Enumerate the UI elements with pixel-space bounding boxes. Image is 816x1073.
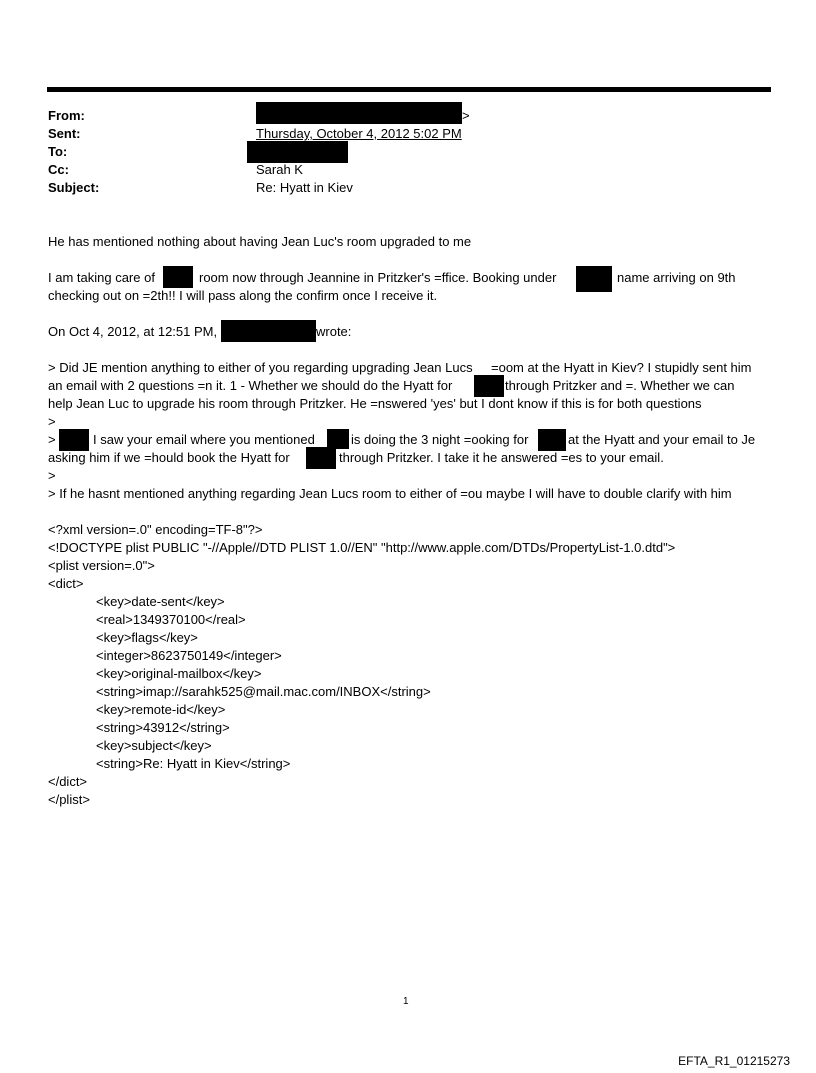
body-line: name arriving on 9th (617, 270, 736, 285)
cc-value: Sarah K (256, 162, 303, 177)
to-redaction (247, 141, 348, 163)
redaction (474, 375, 504, 397)
redaction (306, 447, 336, 469)
quoted-line: > (48, 414, 56, 429)
from-label: From: (48, 108, 85, 123)
to-label: To: (48, 144, 68, 159)
plist-line: <key>date-sent</key> (96, 594, 225, 609)
page-number: 1 (403, 996, 409, 1007)
plist-line: <plist version=.0"> (48, 558, 155, 573)
quoted-line: through Pritzker and =. Whether we can (505, 378, 735, 393)
quoted-line: at the Hyatt and your email to Je (568, 432, 756, 447)
redaction (538, 429, 566, 451)
redaction (163, 266, 193, 288)
quoted-line: =oom at the Hyatt in Kiev? I stupidly sent him (491, 360, 752, 375)
plist-line: <!DOCTYPE plist PUBLIC "-//Apple//DTD PLIST 1.0//EN" "http://www.apple.com/DTDs/PropertyList-1.0.dtd"> (48, 540, 676, 555)
quoted-line: > If he hasnt mentioned anything regarding Jean Lucs room to either of =ou maybe I will have to double clarify with him (48, 486, 732, 501)
body-line: checking out on =2th!! I will pass along the confirm once I receive it. (48, 288, 438, 303)
quoted-line: I saw your email where you mentioned (93, 432, 315, 447)
from-redaction (256, 102, 462, 124)
quote-intro: On Oct 4, 2012, at 12:51 PM, (48, 324, 218, 339)
body-line: I am taking care of (48, 270, 155, 285)
quoted-line: > (48, 432, 56, 447)
plist-line: <key>subject</key> (96, 738, 212, 753)
header-rule (47, 87, 771, 92)
cc-label: Cc: (48, 162, 69, 177)
sent-value: Thursday, October 4, 2012 5:02 PM (256, 126, 462, 141)
redaction (327, 429, 349, 449)
sent-label: Sent: (48, 126, 81, 141)
plist-line: <key>remote-id</key> (96, 702, 226, 717)
bates-number: EFTA_R1_01215273 (678, 1054, 790, 1068)
plist-line: <key>flags</key> (96, 630, 198, 645)
redaction (576, 266, 612, 292)
plist-line: <string>imap://sarahk525@mail.mac.com/INBOX</string> (96, 684, 431, 699)
quoted-line: > (48, 468, 56, 483)
plist-line: <?xml version=.0" encoding=TF-8"?> (48, 522, 263, 537)
plist-line: <real>1349370100</real> (96, 612, 246, 627)
plist-line: <string>43912</string> (96, 720, 230, 735)
subject-value: Re: Hyatt in Kiev (256, 180, 353, 195)
quoted-line: an email with 2 questions =n it. 1 - Whether we should do the Hyatt for (48, 378, 453, 393)
plist-line: <key>original-mailbox</key> (96, 666, 262, 681)
quoted-line: through Pritzker. I take it he answered =es to your email. (339, 450, 664, 465)
quoted-line: asking him if we =hould book the Hyatt for (48, 450, 290, 465)
quoted-line: is doing the 3 night =ooking for (351, 432, 529, 447)
body-line: He has mentioned nothing about having Jean Luc's room upgraded to me (48, 234, 472, 249)
quoted-line: help Jean Luc to upgrade his room through Pritzker. He =nswered 'yes' but I dont know if this is for both questions (48, 396, 702, 411)
body-line: room now through Jeannine in Pritzker's =ffice. Booking under (199, 270, 557, 285)
quoted-line: > Did JE mention anything to either of you regarding upgrading Jean Lucs (48, 360, 473, 375)
plist-line: <integer>8623750149</integer> (96, 648, 282, 663)
plist-line: </dict> (48, 774, 88, 789)
redaction (221, 320, 316, 342)
plist-line: </plist> (48, 792, 90, 807)
from-value-tail: > (462, 108, 470, 123)
plist-line: <string>Re: Hyatt in Kiev</string> (96, 756, 291, 771)
subject-label: Subject: (48, 180, 100, 195)
quote-intro: wrote: (316, 324, 352, 339)
redaction (59, 429, 89, 451)
plist-line: <dict> (48, 576, 84, 591)
